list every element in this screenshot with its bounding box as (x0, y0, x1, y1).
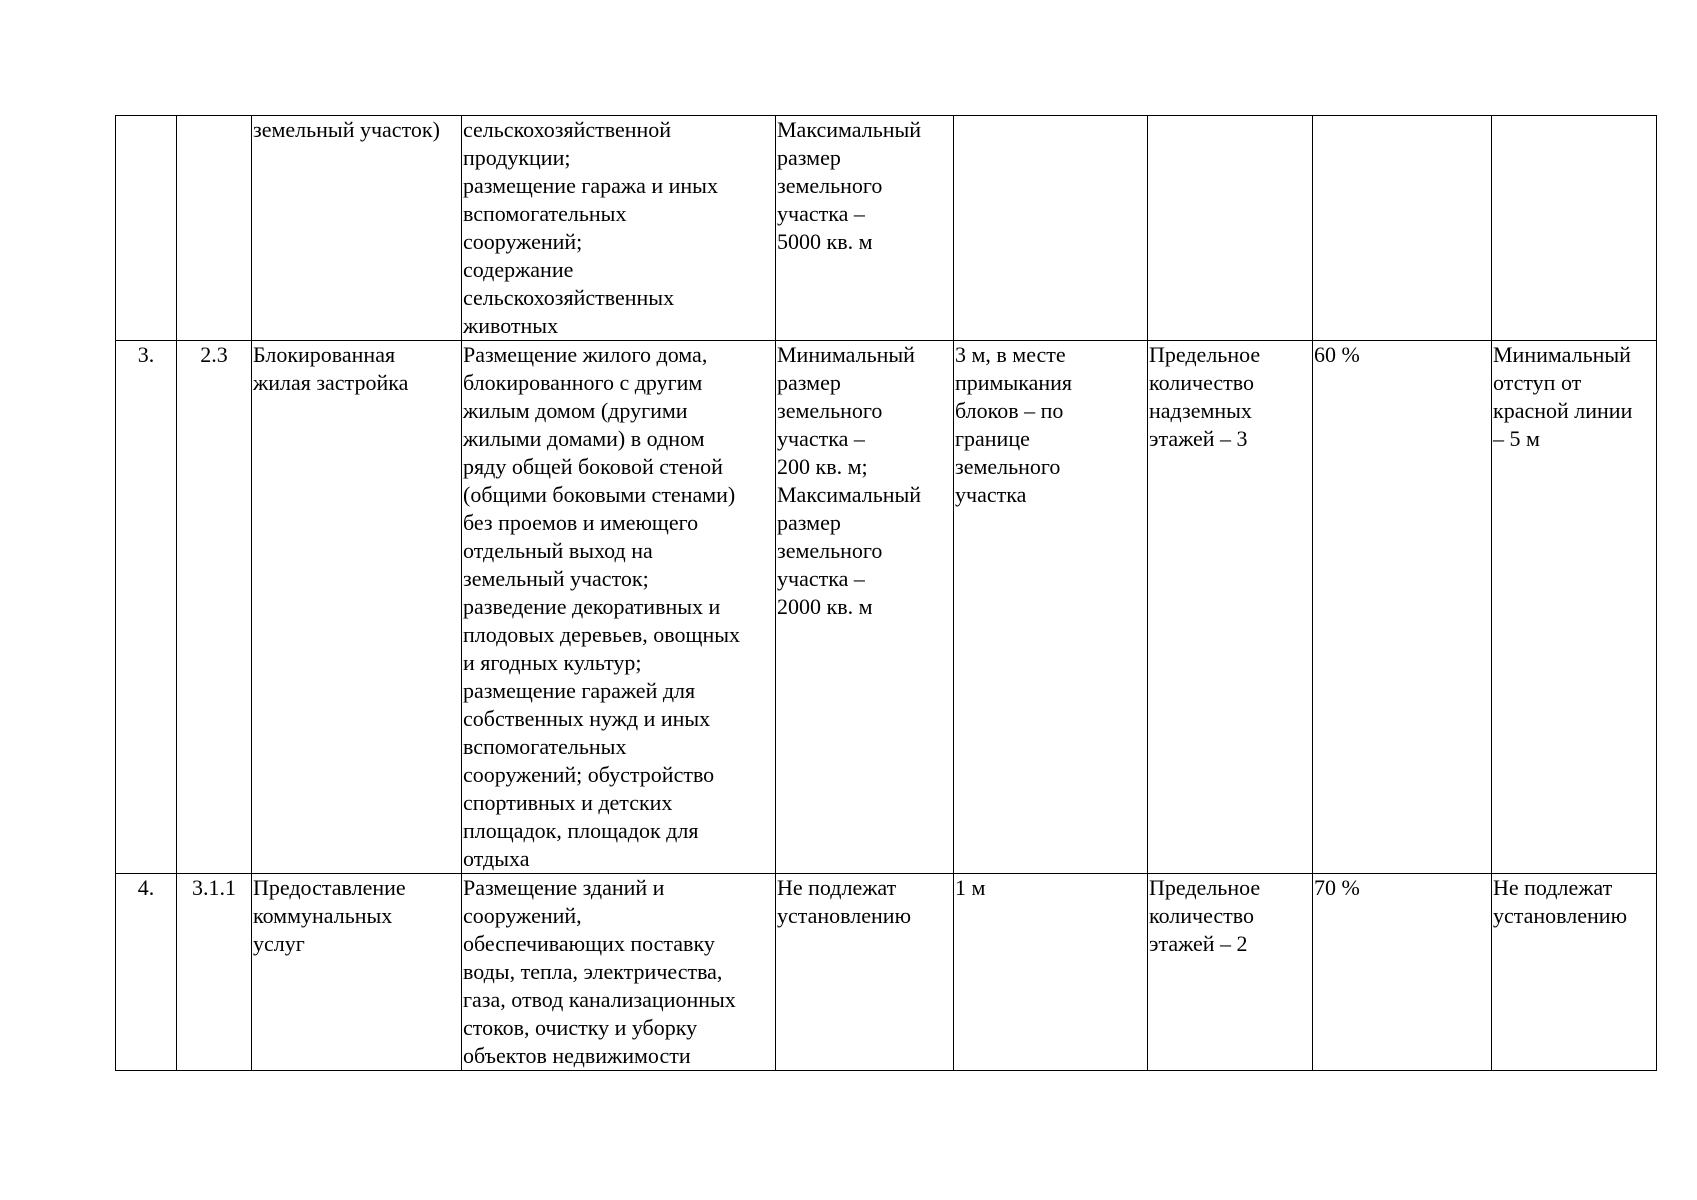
plot-size-cell: Максимальный размер земельного участка – 5000 кв. м (776, 116, 954, 341)
coverage-cell: 60 % (1313, 341, 1492, 874)
plot-size-cell: Не подлежат установлению (776, 874, 954, 1071)
zoning-regulations-table (115, 115, 1657, 1071)
row-number-cell (116, 116, 177, 341)
use-description-cell: Размещение жилого дома, блокированного с другим жилым домом (другими жилыми домами) в одном ряду общей боковой стеной (общими боковыми стенами) без проемов и имеющего отдельный выход на земельный участок; разведение декоративных и плодовых деревьев, овощных и ягодных культур; размещение гаражей для собственных нужд и иных вспомогательных сооружений; обустройство спортивных и детских площадок, площадок для отдыха (462, 341, 776, 874)
floors-cell: Предельное количество этажей – 2 (1148, 874, 1313, 1071)
use-code-cell: 3.1.1 (177, 874, 252, 1071)
coverage-cell (1313, 116, 1492, 341)
use-code-cell: 2.3 (177, 341, 252, 874)
use-name-cell: Предоставление коммунальных услуг (252, 874, 462, 1071)
setback-cell (954, 116, 1148, 341)
use-description-cell: Размещение зданий и сооружений, обеспечивающих поставку воды, тепла, электричества, газа, отвод канализационных стоков, очистку и уборку объектов недвижимости (462, 874, 776, 1071)
table-row (116, 874, 1657, 1071)
use-description-cell: сельскохозяйственной продукции; размещение гаража и иных вспомогательных сооружений; содержание сельскохозяйственных животных (462, 116, 776, 341)
red-line-cell: Не подлежат установлению (1492, 874, 1657, 1071)
use-name-cell: земельный участок) (252, 116, 462, 341)
use-name-cell: Блокированная жилая застройка (252, 341, 462, 874)
table-row (116, 341, 1657, 874)
row-number-cell: 3. (116, 341, 177, 874)
setback-cell: 1 м (954, 874, 1148, 1071)
setback-cell: 3 м, в месте примыкания блоков – по границе земельного участка (954, 341, 1148, 874)
red-line-cell (1492, 116, 1657, 341)
coverage-cell: 70 % (1313, 874, 1492, 1071)
row-number-cell: 4. (116, 874, 177, 1071)
table-row (116, 116, 1657, 341)
floors-cell (1148, 116, 1313, 341)
plot-size-cell: Минимальный размер земельного участка – 200 кв. м; Максимальный размер земельного участка – 2000 кв. м (776, 341, 954, 874)
use-code-cell (177, 116, 252, 341)
floors-cell: Предельное количество надземных этажей – 3 (1148, 341, 1313, 874)
red-line-cell: Минимальный отступ от красной линии – 5 м (1492, 341, 1657, 874)
